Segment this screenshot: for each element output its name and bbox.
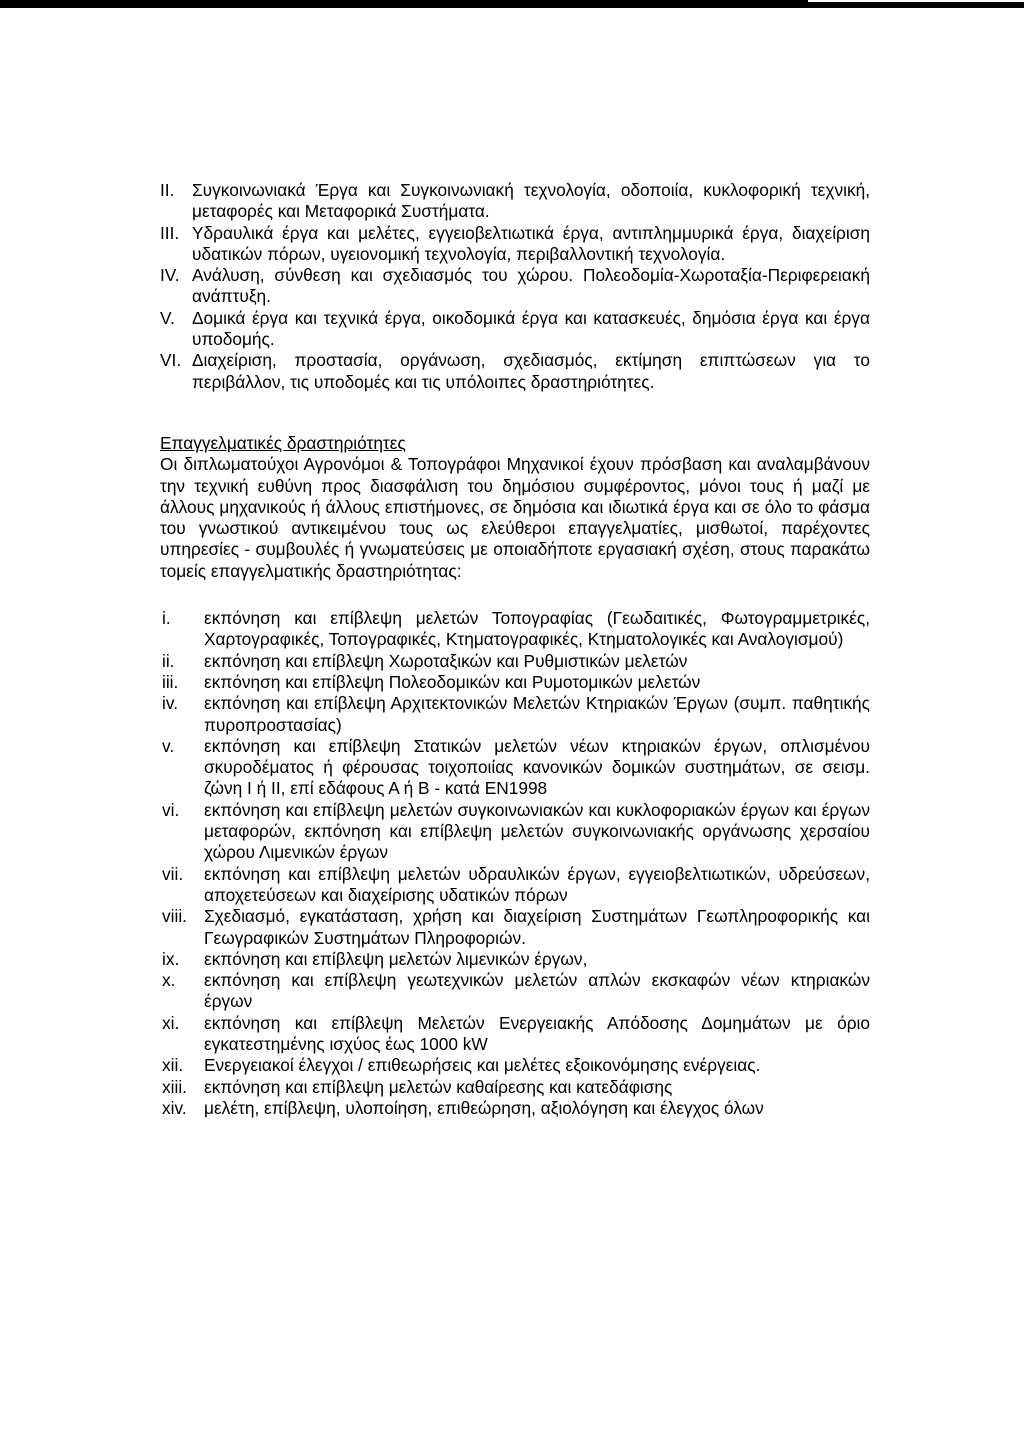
category-item [160, 308, 870, 351]
section-intro-paragraph: Οι διπλωματούχοι Αγρονόμοι & Τοπογράφοι Μηχανικοί έχουν πρόσβαση και αναλαμβάνουν την τεχνική ευθύνη προς διασφάλιση του δημόσιου συμφέροντος, μόνοι τους ή μαζί με άλλους μηχανικούς ή άλλους επιστήμονες, σε δημόσια και ιδιωτικά έργα και σε όλο το φάσμα του γνωστικού αντικειμένου τους ως ελεύθεροι επαγγελματίες, μισθωτοί, παρέχοντες υπηρεσίες - συμβουλές ή γνωματεύσεις με οποιαδήποτε εργασιακή σχέση, στους παρακάτω τομείς επαγγελματικής δραστηριότητας: [160, 454, 870, 581]
activity-text: εκπόνηση και επίβλεψη γεωτεχνικών μελετών απλών εκσκαφών νέων κτηριακών έργων [204, 970, 870, 1012]
activity-list [160, 608, 870, 1119]
activity-number: i. [162, 608, 171, 629]
activity-text: εκπόνηση και επίβλεψη Αρχιτεκτονικών Μελετών Κτηριακών Έργων (συμπ. παθητικής πυροπροστασίας) [204, 693, 870, 735]
activity-number: x. [162, 970, 176, 991]
activity-text: εκπόνηση και επίβλεψη Στατικών μελετών νέων κτηριακών έργων, οπλισμένου σκυροδέματος ή φέρουσας τοιχοποιίας κανονικών δομικών συστημάτων, σε σεισμ. ζώνη I ή II, επί εδάφους Α ή Β - κατά ΕΝ1998 [204, 735, 870, 799]
activity-text: εκπόνηση και επίβλεψη Μελετών Ενεργειακής Απόδοσης Δομημάτων με όριο εγκατεστημένης ισχύος έως 1000 kW [204, 1012, 870, 1054]
category-text: Συγκοινωνιακά Έργα και Συγκοινωνιακή τεχνολογία, οδοποιία, κυκλοφορική τεχνική, μεταφορές και Μεταφορικά Συστήματα. [192, 180, 870, 222]
activity-item [160, 1098, 870, 1119]
category-text: Ανάλυση, σύνθεση και σχεδιασμός του χώρου. Πολεοδομία-Χωροταξία-Περιφερειακή ανάπτυξη. [192, 265, 870, 307]
category-number: III. [160, 222, 180, 243]
scan-edge-line [808, 0, 1024, 2]
activity-item [160, 1013, 870, 1056]
activity-item [160, 800, 870, 864]
activity-text: εκπόνηση και επίβλεψη μελετών συγκοινωνιακών και κυκλοφοριακών έργων και έργων μεταφορών, εκπόνηση και επίβλεψη μελετών συγκοινωνιακής οργάνωσης χερσαίου χώρου Λιμενικών έργων [204, 799, 870, 863]
activity-text: Ενεργειακοί έλεγχοι / επιθεωρήσεις και μελέτες εξοικονόμησης ενέργειας. [204, 1055, 761, 1076]
activity-item [160, 608, 870, 651]
activity-item [160, 1077, 870, 1098]
activity-item [160, 970, 870, 1013]
activity-number: viii. [162, 906, 187, 927]
activity-text: εκπόνηση και επίβλεψη μελετών Τοπογραφίας (Γεωδαιτικές, Φωτογραμμετρικές, Χαρτογραφικές, Τοπογραφικές, Κτηματογραφικές, Κτηματολογικές και Αναλογισμού) [204, 608, 870, 650]
activity-number: ix. [162, 948, 180, 969]
activity-item [160, 693, 870, 736]
category-text: Δομικά έργα και τεχνικά έργα, οικοδομικά έργα και κατασκευές, δημόσια έργα και έργα υποδομής. [192, 307, 870, 350]
activity-item [160, 672, 870, 693]
category-item [160, 350, 870, 393]
activity-item [160, 949, 870, 970]
category-list [160, 180, 870, 393]
activity-item [160, 1055, 870, 1076]
activity-number: vii. [162, 863, 184, 884]
activity-number: xiii. [162, 1076, 187, 1097]
category-item [160, 265, 870, 308]
activity-number: vi. [162, 799, 180, 820]
document-content [160, 180, 870, 1119]
section-heading: Επαγγελματικές δραστηριότητες [160, 432, 406, 453]
activity-number: v. [162, 735, 175, 756]
category-number: IV. [160, 265, 180, 286]
activity-text: εκπόνηση και επίβλεψη Χωροταξικών και Ρυθμιστικών μελετών [204, 650, 688, 671]
activity-number: iii. [162, 671, 179, 692]
activity-item [160, 906, 870, 949]
category-number: VI. [160, 350, 182, 371]
category-item [160, 223, 870, 266]
activity-text: εκπόνηση και επίβλεψη μελετών λιμενικών έργων, [204, 948, 588, 969]
activity-text: μελέτη, επίβλεψη, υλοποίηση, επιθεώρηση, αξιολόγηση και έλεγχος όλων [204, 1097, 764, 1118]
activity-item [160, 651, 870, 672]
activity-number: xiv. [162, 1097, 187, 1118]
activity-number: xi. [162, 1012, 180, 1033]
category-text: Διαχείριση, προστασία, οργάνωση, σχεδιασμός, εκτίμηση επιπτώσεων για το περιβάλλον, τις υποδομές και τις υπόλοιπες δραστηριότητες. [192, 350, 870, 392]
activity-text: εκπόνηση και επίβλεψη μελετών καθαίρεσης και κατεδάφισης [204, 1076, 673, 1097]
activity-number: ii. [162, 650, 175, 671]
activity-item [160, 736, 870, 800]
activity-number: xii. [162, 1055, 184, 1076]
activity-item [160, 864, 870, 907]
category-number: V. [160, 307, 175, 328]
category-text: Υδραυλικά έργα και μελέτες, εγγειοβελτιωτικά έργα, αντιπλημμυρικά έργα, διαχείριση υδατικών πόρων, υγειονομική τεχνολογία, περιβαλλοντική τεχνολογία. [192, 222, 870, 264]
activity-text: εκπόνηση και επίβλεψη Πολεοδομικών και Ρυμοτομικών μελετών [204, 671, 701, 692]
activity-text: Σχεδιασμό, εγκατάσταση, χρήση και διαχείριση Συστημάτων Γεωπληροφορικής και Γεωγραφικών Συστημάτων Πληροφοριών. [204, 906, 870, 948]
category-item [160, 180, 870, 223]
activity-number: iv. [162, 693, 178, 714]
document-page [0, 8, 1024, 1444]
category-number: II. [160, 180, 175, 200]
activity-text: εκπόνηση και επίβλεψη μελετών υδραυλικών έργων, εγγειοβελτιωτικών, υδρεύσεων, αποχετεύσεων και διαχείρισης υδατικών πόρων [204, 863, 870, 905]
